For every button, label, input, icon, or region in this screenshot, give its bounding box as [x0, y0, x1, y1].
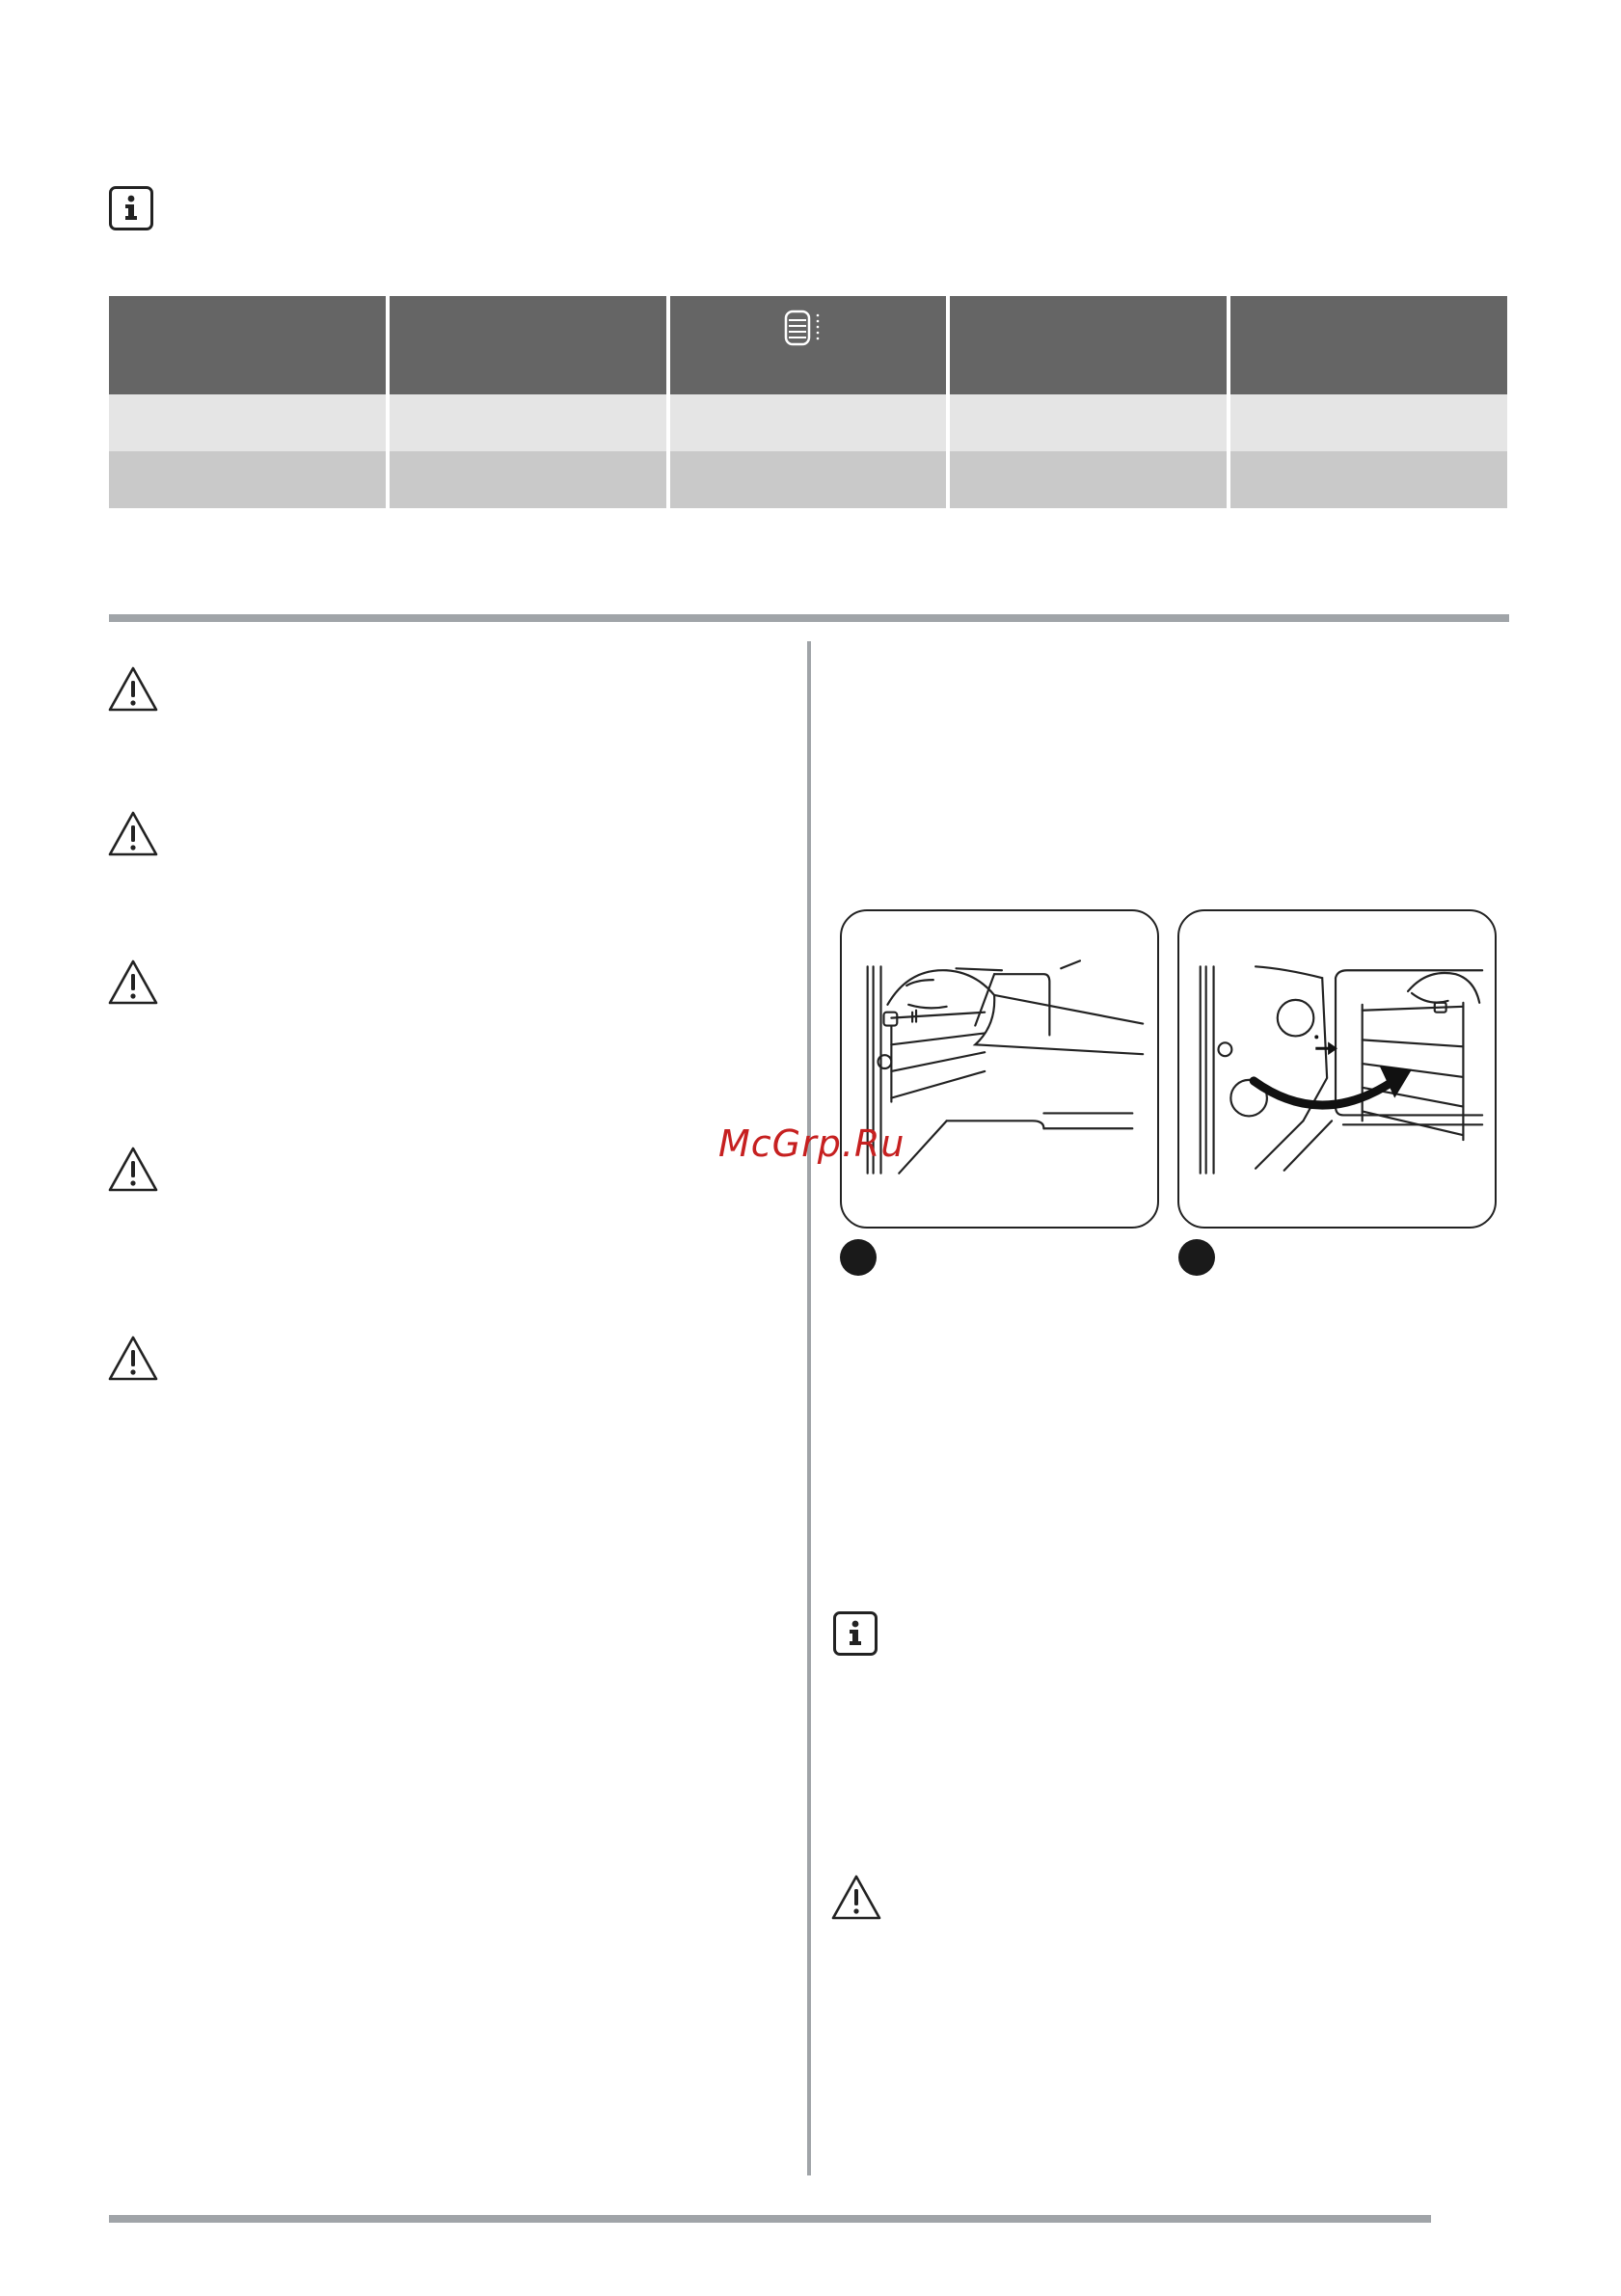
table-cell	[390, 451, 666, 508]
warning-icon	[107, 1146, 159, 1194]
warning-icon	[107, 810, 159, 858]
step-marker-1	[840, 1239, 877, 1276]
warning-icon	[107, 959, 159, 1007]
column-divider	[807, 641, 811, 2175]
table-header-row	[109, 296, 1507, 394]
shelf-table	[109, 296, 1507, 508]
warning-icon	[107, 665, 159, 714]
illustration-rotate-shelf-support	[1177, 909, 1497, 1229]
table-cell	[390, 394, 666, 451]
info-icon	[109, 186, 153, 230]
shelf-level-icon	[783, 310, 833, 348]
table-header-cell	[390, 296, 666, 394]
info-icon	[833, 1611, 878, 1656]
table-header-cell	[950, 296, 1227, 394]
table-header-cell	[109, 296, 386, 394]
table-header-cell	[1230, 296, 1507, 394]
table-header-cell	[670, 296, 947, 394]
table-cell	[109, 451, 386, 508]
table-cell	[950, 394, 1227, 451]
footer-divider	[109, 2215, 1431, 2223]
table-cell	[950, 451, 1227, 508]
warning-icon	[107, 1335, 159, 1383]
watermark-text: McGrp.Ru	[718, 1122, 905, 1165]
table-cell	[670, 451, 947, 508]
table-cell	[670, 394, 947, 451]
step-marker-2	[1178, 1239, 1215, 1276]
table-cell	[109, 394, 386, 451]
illustration-remove-shelf-support	[840, 909, 1159, 1229]
table-row	[109, 394, 1507, 451]
table-cell	[1230, 451, 1507, 508]
table-cell	[1230, 394, 1507, 451]
warning-icon	[830, 1874, 882, 1922]
table-row	[109, 451, 1507, 508]
section-divider	[109, 614, 1509, 622]
